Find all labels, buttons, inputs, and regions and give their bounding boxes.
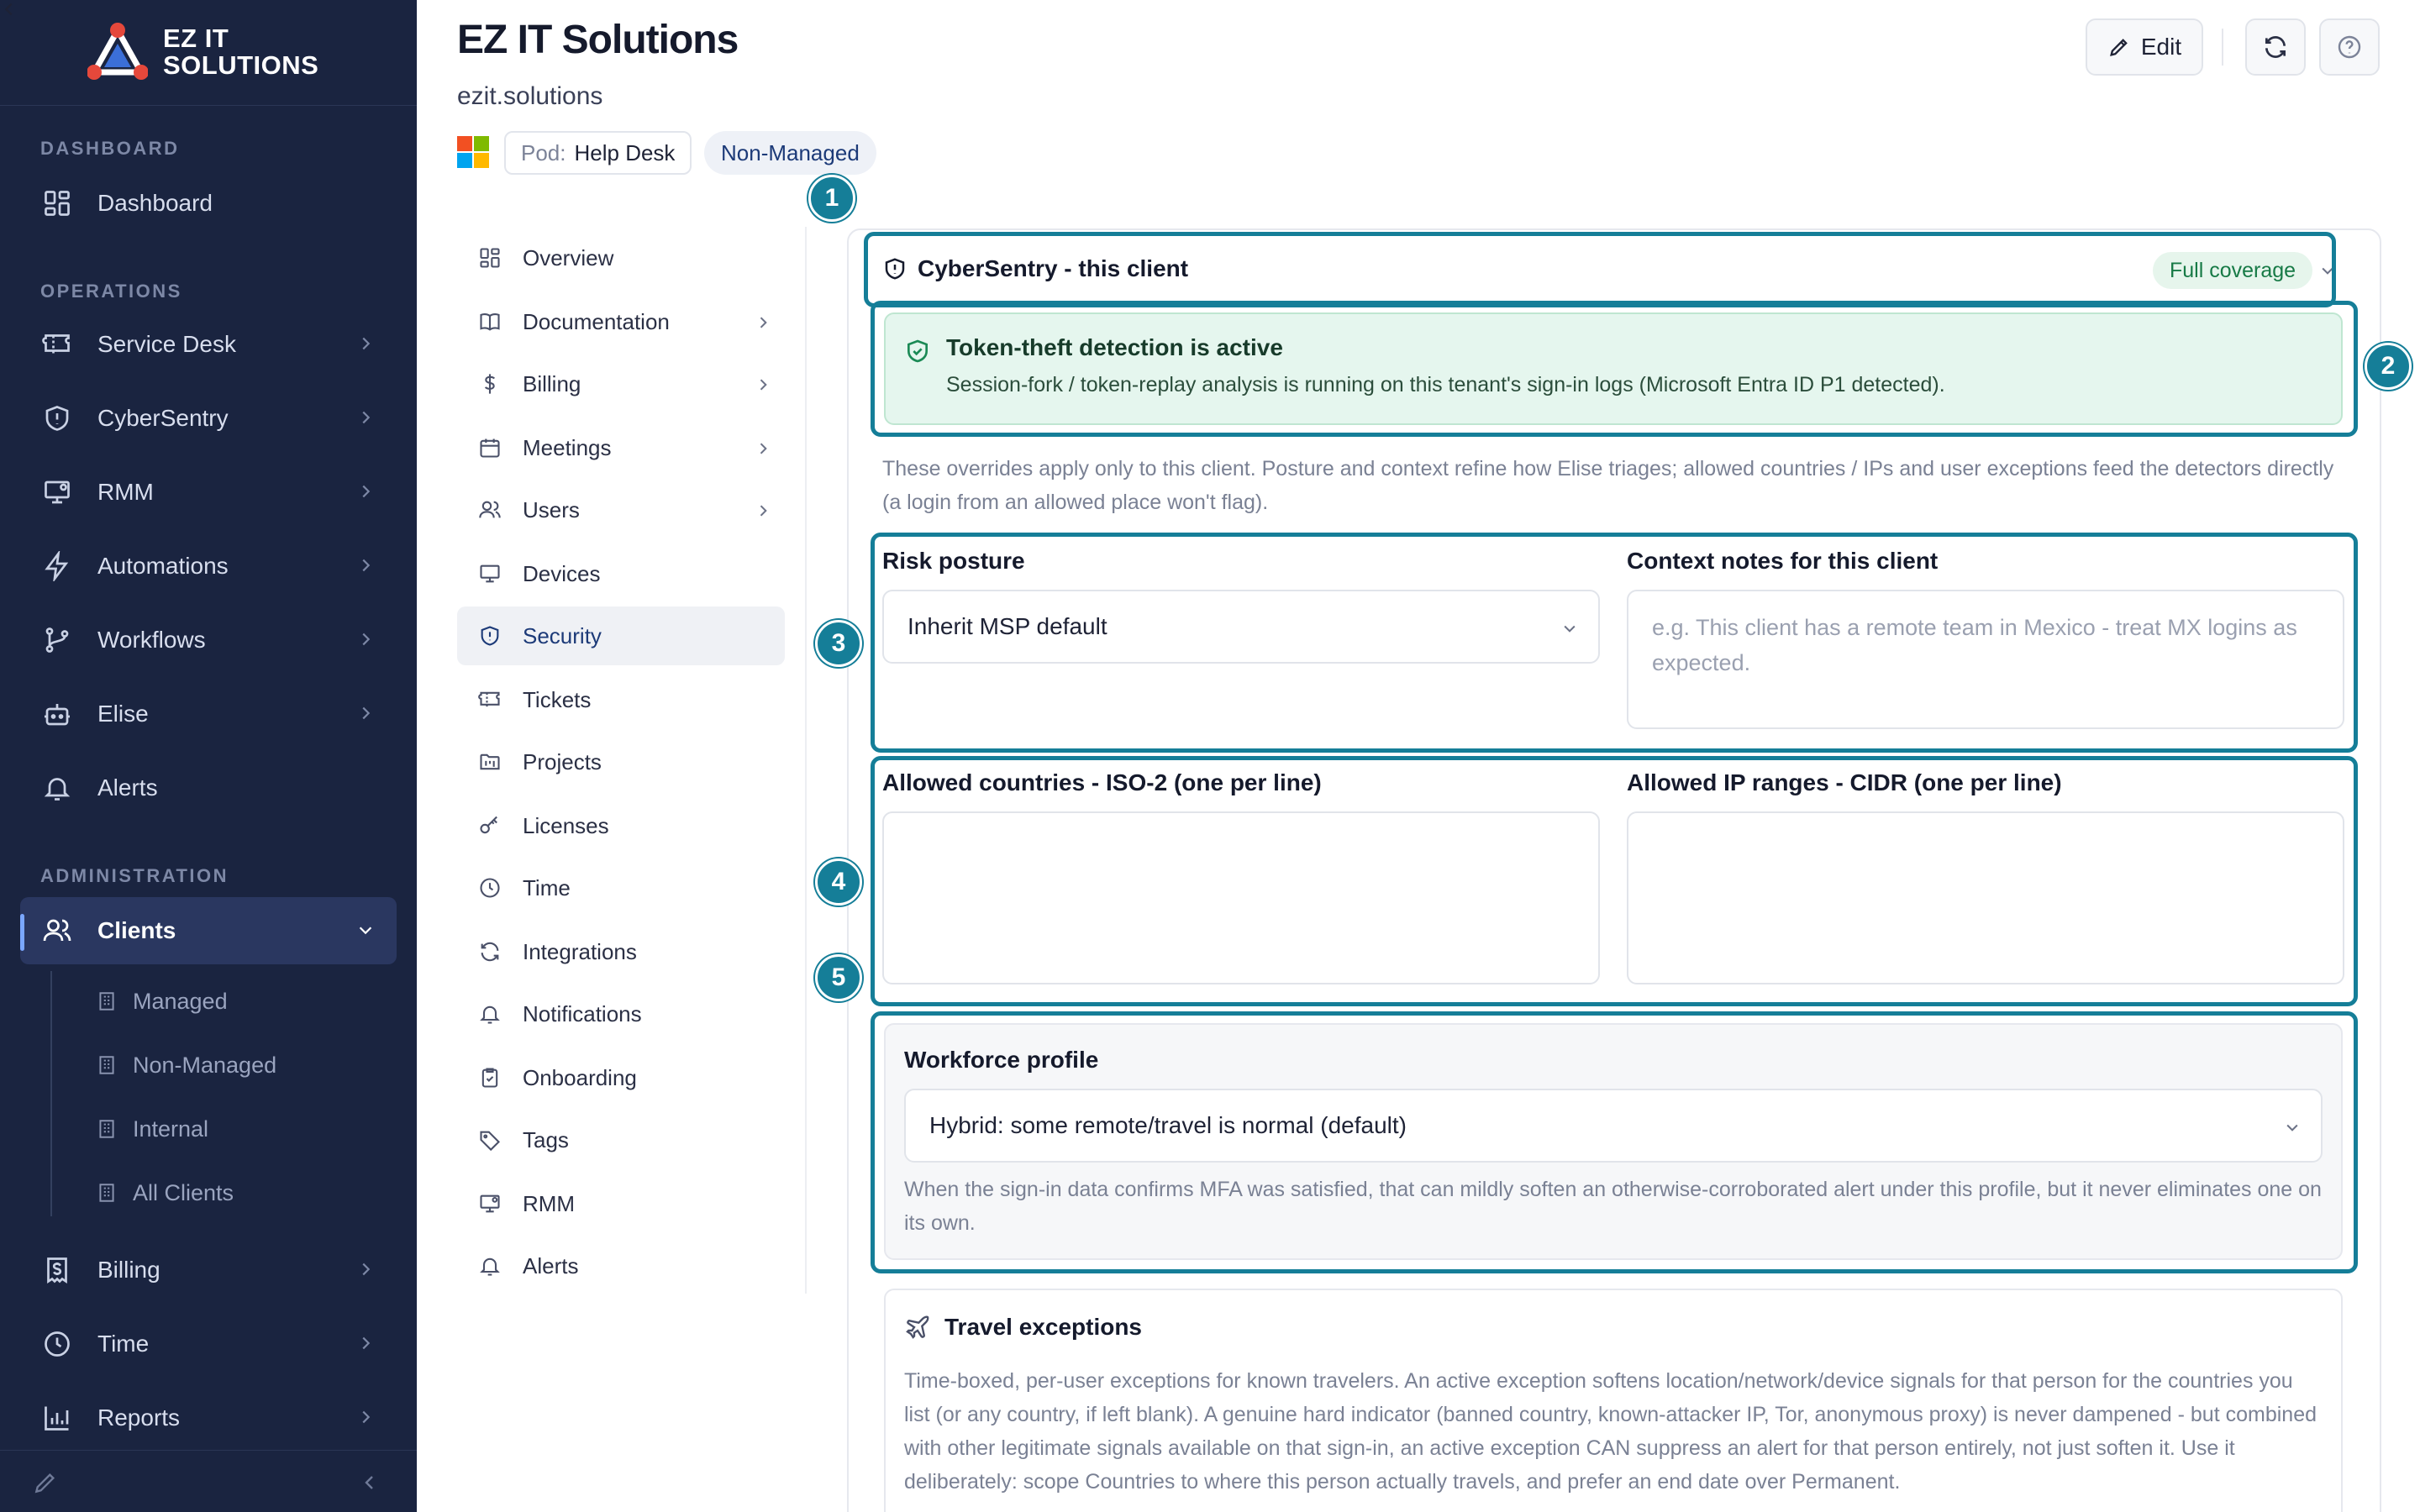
sidebar-footer bbox=[0, 1450, 417, 1512]
building-icon bbox=[94, 989, 119, 1014]
sidebar-item-label: Workflows bbox=[97, 627, 206, 653]
chevron-right-icon bbox=[755, 376, 771, 393]
bell-icon bbox=[476, 1000, 504, 1028]
chevron-right-icon bbox=[356, 482, 375, 501]
tab-users[interactable] bbox=[457, 480, 785, 539]
chevron-right-icon bbox=[356, 1334, 375, 1352]
tab-label: Tags bbox=[523, 1126, 569, 1152]
page-title: EZ IT Solutions bbox=[457, 18, 739, 62]
book-icon bbox=[476, 307, 504, 336]
workforce-profile-value: Hybrid: some remote/travel is normal (default) bbox=[929, 1112, 1407, 1138]
edit-button[interactable] bbox=[2086, 18, 2203, 76]
client-domain: ezit.solutions bbox=[457, 82, 603, 110]
microsoft-logo-icon bbox=[457, 136, 489, 168]
tab-projects[interactable] bbox=[457, 732, 785, 791]
tab-rmm[interactable] bbox=[457, 1174, 785, 1233]
monitor-cog-icon bbox=[476, 1189, 504, 1218]
alert-title: Token-theft detection is active bbox=[946, 334, 1283, 360]
clock-icon bbox=[40, 1327, 74, 1361]
pencil-icon[interactable] bbox=[32, 1469, 59, 1496]
travel-exceptions-title: Travel exceptions bbox=[944, 1314, 1143, 1340]
refresh-button[interactable] bbox=[2245, 18, 2306, 76]
sidebar-item-rmm[interactable] bbox=[20, 459, 397, 526]
token-theft-alert bbox=[884, 312, 2343, 425]
clipboard-check-icon bbox=[476, 1063, 504, 1092]
sidebar-item-label: Reports bbox=[97, 1404, 181, 1431]
sidebar-item-label: RMM bbox=[97, 479, 154, 505]
tab-label: Time bbox=[523, 874, 571, 900]
tag-icon bbox=[476, 1126, 504, 1154]
chevron-right-icon bbox=[356, 1408, 375, 1426]
sidebar-subitem-non-managed[interactable] bbox=[94, 1040, 276, 1090]
brand-line-2: SOLUTIONS bbox=[163, 50, 319, 80]
tab-label: Onboarding bbox=[523, 1064, 637, 1090]
annotation-marker-1: 1 bbox=[808, 175, 855, 222]
sidebar-item-time[interactable] bbox=[20, 1310, 397, 1378]
header-divider bbox=[2222, 29, 2223, 66]
tab-label: Security bbox=[523, 622, 602, 648]
tab-billing[interactable] bbox=[457, 354, 785, 413]
chevron-right-icon bbox=[755, 314, 771, 331]
shield-check-icon bbox=[904, 338, 931, 365]
pod-badge bbox=[504, 131, 692, 175]
overrides-help-text: These overrides apply only to this client. Posture and context refine how Elise triages; allowed countries / IPs and user exceptions feed the detectors directly (a login from an allowed place won't flag). bbox=[882, 457, 2334, 514]
building-icon bbox=[94, 1116, 119, 1142]
sidebar-item-workflows[interactable] bbox=[20, 606, 397, 674]
ticket-icon bbox=[40, 328, 74, 361]
tab-label: RMM bbox=[523, 1190, 576, 1216]
sidebar-item-automations[interactable] bbox=[20, 533, 397, 600]
context-notes-placeholder: e.g. This client has a remote team in Mexico - treat MX logins as expected. bbox=[1652, 615, 2297, 675]
pod-key: Pod: bbox=[521, 139, 566, 165]
workforce-profile-help-text: When the sign-in data confirms MFA was satisfied, that can mildly soften an otherwise-corroborated alert under this profile, but it never eliminates one on its own. bbox=[904, 1178, 2322, 1235]
tab-integrations[interactable] bbox=[457, 922, 785, 981]
chevron-down-icon[interactable] bbox=[2319, 262, 2336, 279]
tab-label: Users bbox=[523, 496, 580, 522]
submenu-guide-line bbox=[50, 971, 52, 1216]
help-circle-icon bbox=[2336, 34, 2363, 60]
collapse-sidebar-icon[interactable] bbox=[360, 1473, 380, 1493]
sidebar-toggle-button[interactable] bbox=[0, 0, 18, 23]
brand-logo-icon bbox=[87, 22, 148, 81]
shield-alert-icon bbox=[882, 256, 908, 281]
context-notes-textarea[interactable] bbox=[1627, 590, 2344, 729]
tab-overview[interactable] bbox=[457, 228, 785, 287]
chevron-right-icon bbox=[356, 630, 375, 648]
sidebar-item-billing[interactable] bbox=[20, 1236, 397, 1304]
clock-icon bbox=[476, 874, 504, 902]
dashboard-grid-icon bbox=[40, 186, 74, 220]
tab-licenses[interactable] bbox=[457, 796, 785, 855]
sidebar-item-elise[interactable] bbox=[20, 680, 397, 748]
annotation-marker-5: 5 bbox=[815, 954, 862, 1001]
tab-tickets[interactable] bbox=[457, 670, 785, 729]
brand-header bbox=[0, 0, 417, 106]
sidebar-item-label: Alerts bbox=[97, 774, 158, 801]
chevron-right-icon bbox=[356, 408, 375, 427]
building-icon bbox=[94, 1180, 119, 1205]
sidebar-subitem-label: Internal bbox=[133, 1116, 209, 1142]
allowed-countries-textarea[interactable] bbox=[882, 811, 1600, 984]
bell-icon bbox=[476, 1252, 504, 1280]
shield-alert-icon bbox=[476, 622, 504, 650]
tab-meetings[interactable] bbox=[457, 418, 785, 477]
ticket-icon bbox=[476, 685, 504, 714]
tab-devices[interactable] bbox=[457, 544, 785, 603]
edit-button-label: Edit bbox=[2140, 34, 2182, 60]
tab-security[interactable] bbox=[457, 606, 785, 665]
calendar-icon bbox=[476, 433, 504, 462]
sidebar-subitem-label: Managed bbox=[133, 988, 228, 1014]
tab-notifications[interactable] bbox=[457, 984, 785, 1043]
users-icon bbox=[476, 496, 504, 524]
tab-label: Documentation bbox=[523, 308, 670, 334]
sidebar-item-label: Time bbox=[97, 1331, 150, 1357]
receipt-dollar-icon bbox=[40, 1253, 74, 1287]
tab-label: Notifications bbox=[523, 1000, 642, 1026]
tab-label: Alerts bbox=[523, 1252, 579, 1278]
tab-label: Projects bbox=[523, 748, 602, 774]
chevron-right-icon bbox=[356, 1260, 375, 1278]
annotation-marker-3: 3 bbox=[815, 620, 862, 667]
tab-documentation[interactable] bbox=[457, 292, 785, 351]
sidebar bbox=[0, 0, 417, 1512]
grid-icon bbox=[476, 244, 504, 272]
workforce-profile-select[interactable] bbox=[904, 1089, 2323, 1163]
folder-kanban-icon bbox=[476, 748, 504, 776]
brand-line-1: EZ IT bbox=[163, 24, 229, 53]
chevron-right-icon bbox=[356, 556, 375, 575]
cybersentry-section-title[interactable]: CyberSentry - this client bbox=[918, 255, 1189, 281]
refresh-icon bbox=[2262, 34, 2289, 60]
sidebar-item-dashboard[interactable] bbox=[20, 170, 397, 237]
brand-name bbox=[163, 25, 318, 79]
sync-icon bbox=[476, 937, 504, 966]
sidebar-item-label: Dashboard bbox=[97, 190, 213, 216]
sidebar-item-label: CyberSentry bbox=[97, 405, 229, 431]
sidebar-item-reports[interactable] bbox=[20, 1384, 397, 1452]
tab-label: Billing bbox=[523, 370, 581, 396]
active-indicator bbox=[20, 914, 24, 951]
coverage-status-badge: Full coverage bbox=[2153, 252, 2312, 289]
sidebar-item-clients[interactable] bbox=[20, 897, 397, 964]
chevron-right-icon bbox=[356, 334, 375, 353]
sidebar-item-label: Service Desk bbox=[97, 331, 236, 357]
travel-exceptions-description: Time-boxed, per-user exceptions for known travelers. An active exception softens location/network/device signals for that person for the countries you list (or any country, if left blank). A genuine hard indicator (banned country, known-attacker IP, Tor, anonymous proxy) is never dampened - but combined with other legitimate signals available on that sign-in, an active exception CAN suppress an alert for that person entirely, not just soften it. Use it deliberately: scope Countries to where this person actually travels, and prefer an end date over Permanent. bbox=[904, 1369, 2317, 1494]
bell-icon bbox=[40, 771, 74, 805]
sidebar-subitem-all-clients[interactable] bbox=[94, 1168, 234, 1218]
client-type-badge: Non-Managed bbox=[704, 131, 876, 175]
section-label-operations: OPERATIONS bbox=[40, 281, 182, 302]
risk-posture-value: Inherit MSP default bbox=[908, 613, 1107, 639]
sidebar-item-alerts[interactable] bbox=[20, 754, 397, 822]
git-branch-icon bbox=[40, 623, 74, 657]
key-icon bbox=[476, 811, 504, 840]
allowed-ip-ranges-label: Allowed IP ranges - CIDR (one per line) bbox=[1627, 769, 2062, 795]
monitor-icon bbox=[476, 559, 504, 588]
bar-chart-icon bbox=[40, 1401, 74, 1435]
tab-label: Overview bbox=[523, 244, 614, 270]
allowed-ip-ranges-textarea[interactable] bbox=[1627, 811, 2344, 984]
sidebar-subitem-internal[interactable] bbox=[94, 1104, 208, 1154]
chevron-down-icon bbox=[1561, 620, 1578, 637]
lightning-icon bbox=[40, 549, 74, 583]
client-nav-divider bbox=[805, 227, 807, 1294]
shield-alert-icon bbox=[40, 402, 74, 435]
annotation-marker-2: 2 bbox=[2365, 343, 2412, 390]
tab-alerts[interactable] bbox=[457, 1236, 785, 1295]
sidebar-subitem-label: All Clients bbox=[133, 1179, 234, 1205]
chevron-right-icon bbox=[755, 440, 771, 457]
pod-value: Help Desk bbox=[574, 139, 676, 165]
sidebar-item-label: Elise bbox=[97, 701, 149, 727]
section-label-dashboard: DASHBOARD bbox=[40, 138, 180, 159]
sidebar-item-cybersentry[interactable] bbox=[20, 385, 397, 452]
risk-posture-label: Risk posture bbox=[882, 548, 1025, 574]
tab-label: Meetings bbox=[523, 434, 612, 460]
context-notes-label: Context notes for this client bbox=[1627, 548, 1939, 574]
chevron-right-icon bbox=[356, 704, 375, 722]
tab-tags[interactable] bbox=[457, 1110, 785, 1169]
bot-icon bbox=[40, 697, 74, 731]
pencil-icon bbox=[2107, 35, 2131, 59]
tab-time[interactable] bbox=[457, 858, 785, 917]
tab-label: Licenses bbox=[523, 812, 609, 838]
building-icon bbox=[94, 1053, 119, 1078]
sidebar-item-label: Clients bbox=[97, 917, 176, 943]
allowed-countries-label: Allowed countries - ISO-2 (one per line) bbox=[882, 769, 1322, 795]
tab-onboarding[interactable] bbox=[457, 1048, 785, 1107]
help-button[interactable] bbox=[2319, 18, 2380, 76]
tab-label: Devices bbox=[523, 560, 601, 586]
sidebar-item-service-desk[interactable] bbox=[20, 311, 397, 378]
users-icon bbox=[40, 914, 74, 948]
sidebar-item-label: Automations bbox=[97, 553, 229, 579]
section-label-administration: ADMINISTRATION bbox=[40, 865, 229, 886]
chevron-right-icon bbox=[755, 502, 771, 519]
chevron-down-icon bbox=[2284, 1119, 2301, 1136]
risk-posture-select[interactable] bbox=[882, 590, 1600, 664]
chevron-down-icon bbox=[356, 921, 375, 939]
chevron-left-icon bbox=[0, 0, 18, 18]
tab-label: Integrations bbox=[523, 938, 637, 964]
sidebar-item-label: Billing bbox=[97, 1257, 160, 1283]
monitor-cog-icon bbox=[40, 475, 74, 509]
tab-label: Tickets bbox=[523, 686, 592, 712]
alert-text: Session-fork / token-replay analysis is running on this tenant's sign-in logs (Microsoft Entra ID P1 detected). bbox=[946, 373, 1945, 396]
plane-icon bbox=[904, 1314, 931, 1341]
workforce-profile-label: Workforce profile bbox=[904, 1047, 1099, 1073]
sidebar-subitem-label: Non-Managed bbox=[133, 1052, 277, 1078]
sidebar-subitem-managed[interactable] bbox=[94, 976, 228, 1026]
dollar-icon bbox=[476, 370, 504, 398]
annotation-marker-4: 4 bbox=[815, 858, 862, 906]
